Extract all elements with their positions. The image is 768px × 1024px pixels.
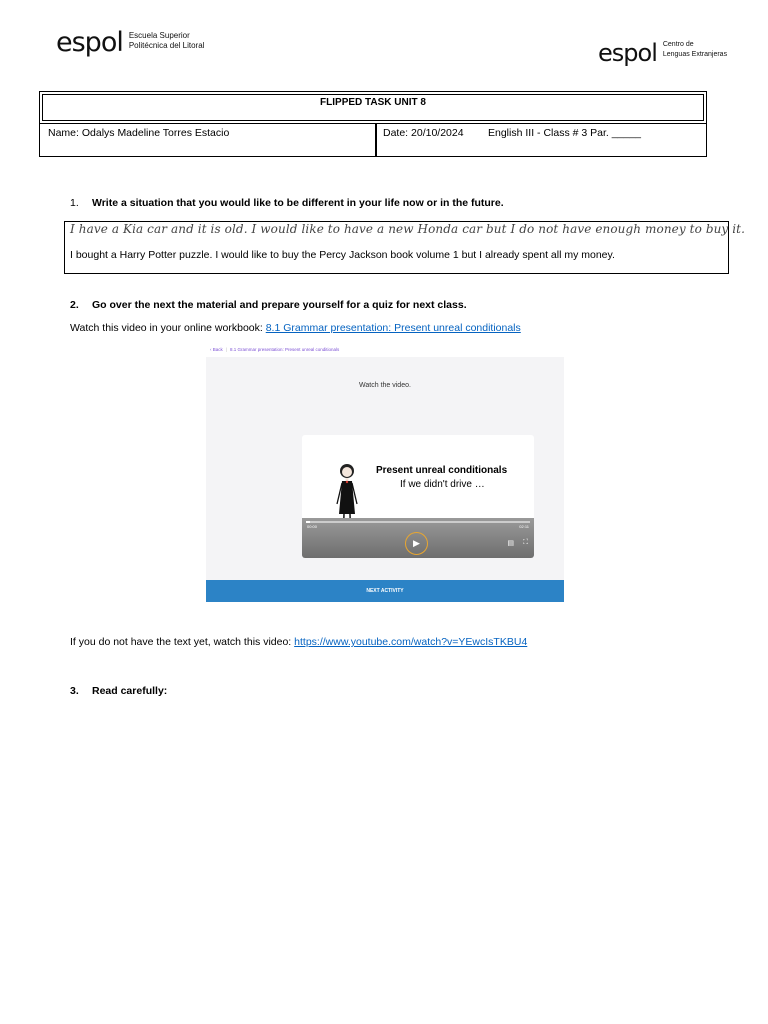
- video-title: Present unreal conditionals: [376, 465, 508, 476]
- video-subtitle: If we didn't drive …: [400, 479, 485, 490]
- title-table: [39, 91, 707, 124]
- answer-box[interactable]: [64, 221, 745, 274]
- cele-logo: [598, 38, 727, 74]
- logo-line-2: Politécnica del Litoral: [128, 40, 205, 50]
- question-3-number: 3.: [70, 685, 79, 697]
- answer-line-1: I have a Kia car and it is old. I would like to have a new Honda car but I do not have enough money to buy it.: [70, 222, 745, 236]
- logo-line-1: Centro de: [662, 41, 694, 48]
- video-controls: [302, 518, 534, 558]
- date-field: Date: 20/10/2024: [383, 127, 464, 139]
- video-progress: [306, 521, 530, 523]
- play-icon: ▶: [405, 532, 428, 555]
- time-elapsed: 00:00: [307, 524, 318, 529]
- class-field: English III - Class # 3 Par. _____: [488, 127, 641, 139]
- video-progress-fill: [306, 521, 310, 523]
- logo-subtitle: [129, 31, 205, 50]
- next-activity-bar: NEXT ACTIVITY: [206, 580, 564, 602]
- cell-divider: [375, 124, 377, 156]
- captions-icon: ▤: [507, 540, 514, 547]
- logo-subtitle: [663, 40, 727, 60]
- watch-instruction: [70, 322, 521, 334]
- back-link: ‹ Back: [210, 347, 223, 352]
- logo-line-2: Lenguas Extranjeras: [662, 51, 728, 58]
- screenshot-breadcrumb: 8.1 Grammar presentation: Present unreal conditionals: [229, 347, 340, 352]
- youtube-link[interactable]: https://www.youtube.com/watch?v=YEwcIsTKBU4: [294, 636, 528, 648]
- fullscreen-icon: ⛶: [523, 539, 528, 546]
- question-1-number: 1.: [70, 197, 79, 209]
- student-name: Name: Odalys Madeline Torres Estacio: [48, 127, 230, 139]
- screenshot-caption: Watch the video.: [359, 382, 411, 389]
- question-2-number: 2.: [70, 299, 79, 311]
- question-1-text: Write a situation that you would like to be different in your life now or in the future.: [92, 197, 504, 209]
- info-table: [39, 123, 707, 157]
- page-title: FLIPPED TASK UNIT 8: [320, 97, 426, 108]
- logo-wordmark: espol: [598, 39, 657, 67]
- question-2-text: Go over the next the material and prepare yourself for a quiz for next class.: [92, 299, 467, 311]
- alternative-instruction: [70, 636, 527, 648]
- logo-wordmark: espol: [56, 27, 123, 58]
- workbook-link[interactable]: 8.1 Grammar presentation: Present unreal conditionals: [265, 322, 521, 334]
- logo-line-1: Escuela Superior: [128, 31, 190, 40]
- question-3-text: Read carefully:: [92, 685, 168, 697]
- espol-logo: [56, 26, 204, 66]
- workbook-screenshot: [206, 345, 564, 602]
- time-total: 02:11: [519, 524, 529, 529]
- screenshot-nav: ‹ Back | 8.1 Grammar presentation: Present unreal conditionals: [206, 345, 564, 357]
- alt-prefix: If you do not have the text yet, watch this video:: [70, 636, 292, 648]
- video-player: [302, 435, 534, 558]
- watch-prefix: Watch this video in your online workbook:: [70, 322, 263, 334]
- answer-line-2: I bought a Harry Potter puzzle. I would like to buy the Percy Jackson book volume 1 but I already spent all my money.: [70, 249, 615, 261]
